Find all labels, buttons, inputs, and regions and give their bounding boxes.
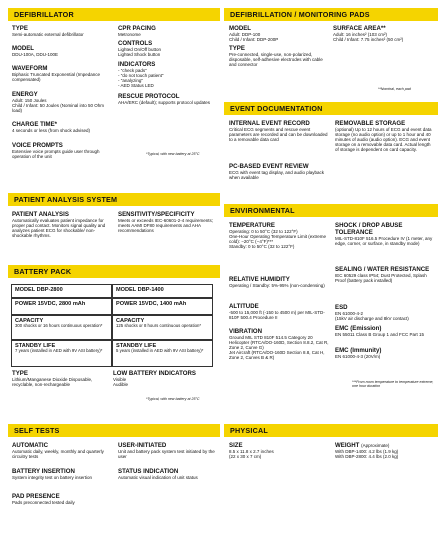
selftests-pad-presence [12,493,112,505]
physical-header: PHYSICAL [224,424,438,437]
battery-low [113,370,217,387]
defib-voice [12,142,108,159]
defibrillator-header: DEFIBRILLATOR [8,8,220,21]
patient-sens-body: Meets or exceeds IEC-60601-2-4 requirements; meets AAMI DF80 requirements and AHA recommendations [118,218,214,234]
env-seal-body: IEC 60529 class IP54; Dust Protected, Splash Proof (battery pack installed) [335,273,427,284]
selftests-bi-body: System integrity test on battery insertion [12,475,93,480]
selftests-header: SELF TESTS [8,424,220,437]
battery-standby2-title: STANDBY LIFE [116,343,157,349]
battery-low-body: Visible Audible [113,377,129,388]
event-review [229,163,331,180]
pads-type [229,45,329,67]
battery-power1 [11,298,112,315]
battery-model1-title: MODEL DBP-2800 [15,287,63,293]
env-esd-title: ESD [335,304,348,311]
pads-surface-title: SURFACE AREA** [333,25,386,32]
physical-weight-title: WEIGHT [335,442,360,449]
env-esd-body: EN 61000-4-2 (15kV air discharge and 8kV contact) [335,311,409,322]
defib-waveform [12,65,108,82]
defib-indicators-title: INDICATORS [118,61,156,68]
patient-sens-title: SENSITIVITY/SPECIFICITY [118,211,195,218]
battery-capacity1-title: CAPACITY [15,318,44,324]
env-temp-title: TEMPERATURE [229,222,275,229]
env-humid-body: Operating / Standby: 5%-95% (non-condensing) [229,283,325,288]
selftests-user-body: Unit and battery pack system test initiated by the user [118,449,215,460]
patient-analysis [12,211,112,238]
environmental-header: ENVIRONMENTAL [224,204,438,217]
env-emc-e-title: EMC (Emission) [335,325,382,332]
battery-standby1 [11,340,112,367]
defib-indicators-body: - "check pads" - "do not touch patient" - "analyzing" - AED Status LED [118,68,164,89]
physical-size [229,442,329,459]
battery-type-title: TYPE [12,370,28,377]
defib-type-body: Semi-automatic external defibrillator [12,32,84,37]
defib-voice-title: VOICE PROMPTS [12,142,63,149]
defib-energy-title: ENERGY [12,91,38,98]
battery-model2-title: MODEL DBP-1400 [116,287,164,293]
env-alt-body: -500 to 15,000 ft (-150 to 4500 m) per MIL-STD-810F 500.4 Procedure II [229,310,325,321]
defib-charge [12,121,108,133]
env-altitude [229,303,333,320]
physical-weight-body: With DBP-1400: 4.2 lbs (1.9 kg) With DBP-2800: 4.4 lbs (2.0 kg) [335,449,399,460]
battery-header: BATTERY PACK [8,265,220,278]
defib-model-title: MODEL [12,45,35,52]
patient-header: PATIENT ANALYSIS SYSTEM [8,193,220,206]
defib-indicators [118,61,214,88]
defib-energy [12,91,112,113]
defib-rescue-title: RESCUE PROTOCOL [118,93,180,100]
env-temperature [229,222,331,249]
patient-sensitivity [118,211,218,233]
battery-power2 [112,298,213,315]
selftests-user-title: USER-INITIATED [118,442,167,449]
env-alt-title: ALTITUDE [229,303,259,310]
battery-standby1-body: 7 years (installed in AED with 9V ASI battery)* [15,348,103,354]
event-record [229,120,331,142]
defib-model [12,45,108,57]
event-review-body: ECG with event tag display, and audio playback when available [229,170,324,181]
battery-capacity2-title: CAPACITY [116,318,145,324]
battery-power1-text: POWER 15VDC, 2800 mAh [15,301,86,307]
selftests-pad-title: PAD PRESENCE [12,493,60,500]
env-emc-e-body: EN 55011 Class B Group 1 and FCC Part 15 [335,332,424,337]
battery-footnote: *Typical, with new battery at 25°C [146,397,200,401]
physical-weight [335,442,437,459]
selftests-automatic [12,442,112,459]
battery-standby1-title: STANDBY LIFE [15,343,56,349]
defib-charge-body: 4 seconds or less (from shock advised) [12,128,91,133]
pads-header: DEFIBRILLATION / MONITORING PADS [224,8,438,21]
physical-weight-suffix: (Approximate) [361,443,390,448]
battery-type [12,370,112,387]
env-emc-i-body: EN 61000-4-3 (20V/m) [335,354,381,359]
event-storage [335,120,435,152]
defib-energy-body: Adult: 150 Joules Child / Infant: 50 Joules (Nominal into 50 Ohm load) [12,98,105,114]
selftests-user [118,442,218,459]
env-humidity [229,276,331,288]
event-storage-body: (optional) Up to 12 hours of ECG and event data storage (no audio option) or up to 1 hour and 40 minutes of audio (audio option). ECG and event storage on a removable data card. Actual length of storage is dependent on card capacity. [335,127,432,153]
defib-type [12,25,108,37]
battery-model1 [11,284,112,298]
battery-low-title: LOW BATTERY INDICATORS [113,370,196,377]
event-record-title: INTERNAL EVENT RECORD [229,120,310,127]
pads-model-title: MODEL [229,25,252,32]
pads-type-title: TYPE [229,45,245,52]
battery-model2 [112,284,213,298]
battery-capacity1-body: 300 shocks or 16 hours continuous operation* [15,323,103,329]
selftests-status [118,468,218,480]
defib-cpr-body: Metronome [118,32,141,37]
event-record-body: Critical ECG segments and rescue event parameters are recorded and can be downloaded to a removable data card [229,127,328,143]
event-review-title: PC-BASED EVENT REVIEW [229,163,309,170]
env-emc-emission [335,325,435,337]
pads-surface [333,25,437,42]
env-shock-title: SHOCK / DROP ABUSE TOLERANCE [335,222,403,236]
pads-surface-body: Adult: 16 inches² (103 cm²) Child / Infant: 7.75 inches² (50 cm²) [333,32,404,43]
physical-size-body: 8.5 x 11.8 x 2.7 inches (22 x 30 x 7 cm) [229,449,274,460]
env-vib-body: Ground MIL STD 810F 514.5 Category 20 Helicopter (RTCA/DO-160D, Section 8.8.2, Cat R, Zone 2, Curve G) Jet Aircraft (RTCA/DO-160D Section 8.8, Cat H, Zone 2, Curves B & R) [229,335,329,361]
defib-type-title: TYPE [12,25,28,32]
env-vib-title: VIBRATION [229,328,263,335]
selftests-status-title: STATUS INDICATION [118,468,179,475]
env-seal-title: SEALING / WATER RESISTANCE [335,266,430,273]
battery-type-body: Lithium/Manganese Dioxide Disposable, recyclable, non-rechargeable [12,377,93,388]
physical-size-title: SIZE [229,442,243,449]
selftests-bi-title: BATTERY INSERTION [12,468,75,475]
event-header: EVENT DOCUMENTATION [224,102,438,115]
selftests-auto-body: Automatic daily, weekly, monthly and quarterly circuitry tests [12,449,104,460]
defib-cpr [118,25,214,37]
env-esd [335,304,435,321]
pads-model-body: Adult: DDP-100 Child / Infant: DDP-200P [229,32,279,43]
env-shock [335,222,435,246]
battery-standby2-body: 5 years (installed in AED with 9V ASI battery)* [116,348,204,354]
defib-charge-title: CHARGE TIME* [12,121,58,128]
battery-capacity1 [11,315,112,340]
selftests-pad-body: Pads preconnected tested daily [12,500,75,505]
defib-controls-title: CONTROLS [118,40,153,47]
battery-capacity2-body: 125 shocks or 8 hours continuous operation* [116,323,202,329]
pads-type-body: Pre-connected, single-use, non-polarized, disposable, self-adhesive electrodes with cable and connector [229,52,323,68]
defib-waveform-body: Biphasic Truncated Exponential (Impedance compensated) [12,72,101,83]
defib-controls [118,40,214,57]
env-footnote: ***From room temperature to temperature extreme, one hour duration [352,380,434,388]
event-storage-title: REMOVABLE STORAGE [335,120,406,127]
defib-rescue-body: AHA/ERC (default); supports protocol updates [118,100,211,105]
defib-rescue [118,93,214,105]
env-shock-body: MIL-STD-810F 516.5 Procedure IV (1 meter, any edge, corner, or surface, in standby mode) [335,236,433,247]
battery-capacity2 [112,315,213,340]
defib-controls-body: Lighted On/Off button Lighted Shock button [118,47,161,58]
patient-analysis-body: Automatically evaluates patient impedance for proper pad contact. Monitors signal quality and analyzes patient ECG for shockable/ non-shockable rhythms. [12,218,106,239]
selftests-auto-title: AUTOMATIC [12,442,48,449]
battery-standby2 [112,340,213,367]
defib-cpr-title: CPR PACING [118,25,156,32]
env-emc-i-title: EMC (Immunity) [335,347,382,354]
pads-footnote: **Nominal, each pad [378,87,411,91]
env-humid-title: RELATIVE HUMIDITY [229,276,290,283]
env-emc-immunity [335,347,435,359]
defib-voice-body: Extensive voice prompts guide user through operation of the unit [12,149,100,160]
patient-analysis-title: PATIENT ANALYSIS [12,211,69,218]
defib-footnote: *Typical, with new battery at 25°C [146,152,200,156]
physical-weight-title-line [335,442,437,449]
defib-model-body: DDU-100A, DDU-100E [12,52,59,57]
selftests-battery-insertion [12,468,112,480]
battery-power2-text: POWER 15VDC, 1400 mAh [116,301,187,307]
env-temp-body: Operating: 0 to 50°C (32 to 122°F) One-Hour Operating Temperature Limit (extreme cold): −20°C (−4°F)*** Standby: 0 to 50°C (32 to 122°F) [229,229,326,250]
pads-model [229,25,329,42]
selftests-status-body: Automatic visual indication of unit status [118,475,198,480]
defib-waveform-title: WAVEFORM [12,65,48,72]
env-sealing [335,266,435,283]
env-vibration [229,328,329,360]
